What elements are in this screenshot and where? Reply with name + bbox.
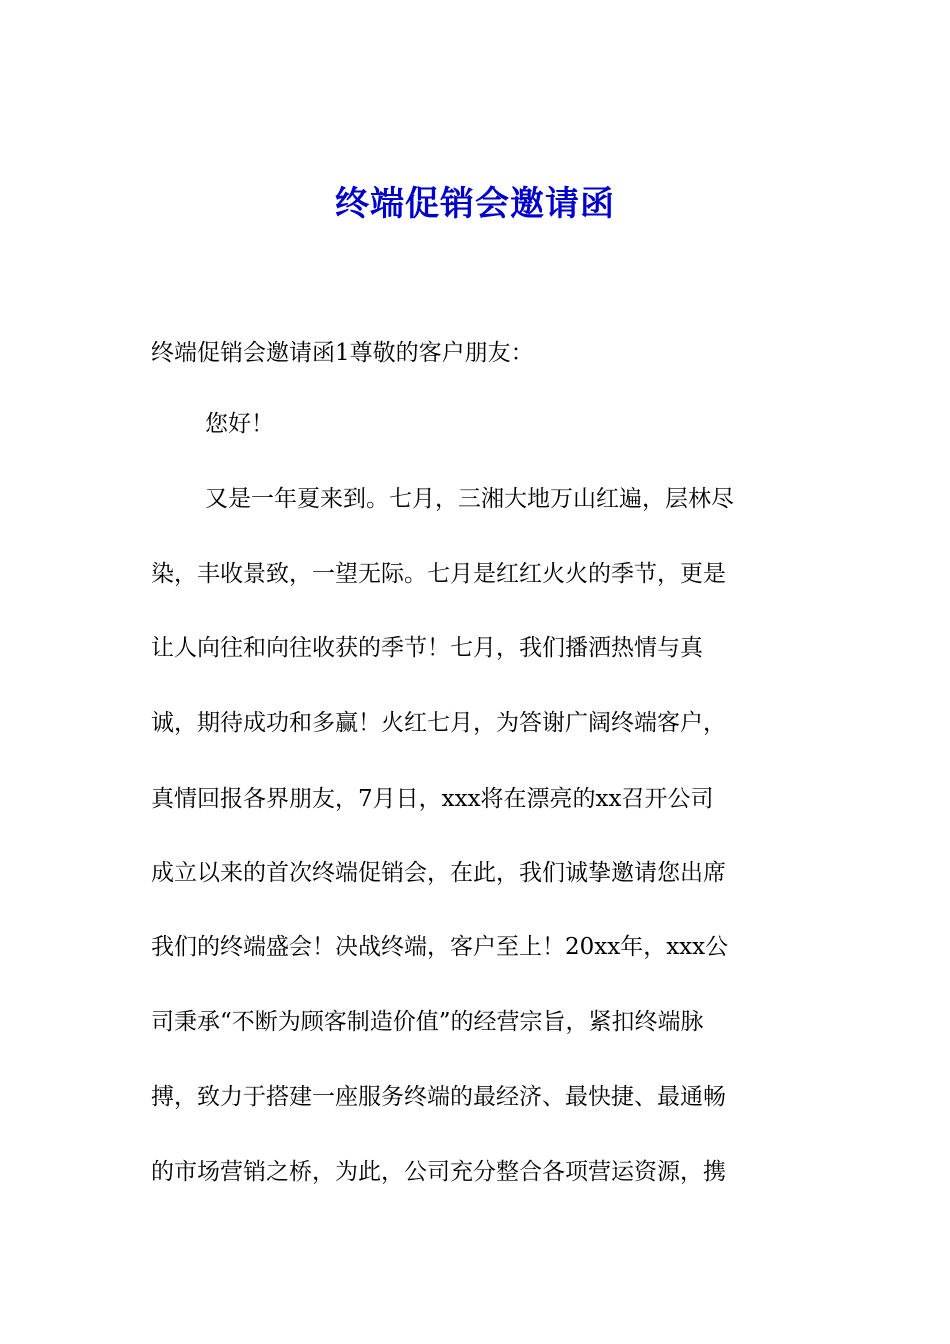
salutation-line: 终端促销会邀请函1尊敬的客户朋友： bbox=[151, 340, 534, 366]
body-line: 又是一年夏来到。七月，三湘大地万山红遍，层林尽 bbox=[205, 486, 734, 512]
body-line: 的市场营销之桥，为此，公司充分整合各项营运资源，携 bbox=[151, 1159, 726, 1185]
document-title: 终端促销会邀请函 bbox=[335, 184, 615, 224]
body-line: 染，丰收景致，一望无际。七月是红红火火的季节，更是 bbox=[151, 561, 726, 587]
body-line: 我们的终端盛会！决战终端，客户至上！20xx年，xxx公 bbox=[151, 934, 729, 960]
body-line: 成立以来的首次终端促销会，在此，我们诚挚邀请您出席 bbox=[151, 860, 726, 886]
body-line: 司秉承“不断为顾客制造价值”的经营宗旨，紧扣终端脉 bbox=[151, 1009, 704, 1035]
body-line: 真情回报各界朋友，7月日，xxx将在漂亮的xx召开公司 bbox=[151, 786, 714, 812]
body-line: 诚，期待成功和多赢！火红七月，为答谢广阔终端客户， bbox=[151, 710, 726, 736]
body-line: 让人向往和向往收获的季节！七月，我们播洒热情与真 bbox=[151, 635, 703, 661]
body-line: 搏，致力于搭建一座服务终端的最经济、最快捷、最通畅 bbox=[151, 1084, 726, 1110]
greeting-line: 您好！ bbox=[205, 411, 274, 437]
